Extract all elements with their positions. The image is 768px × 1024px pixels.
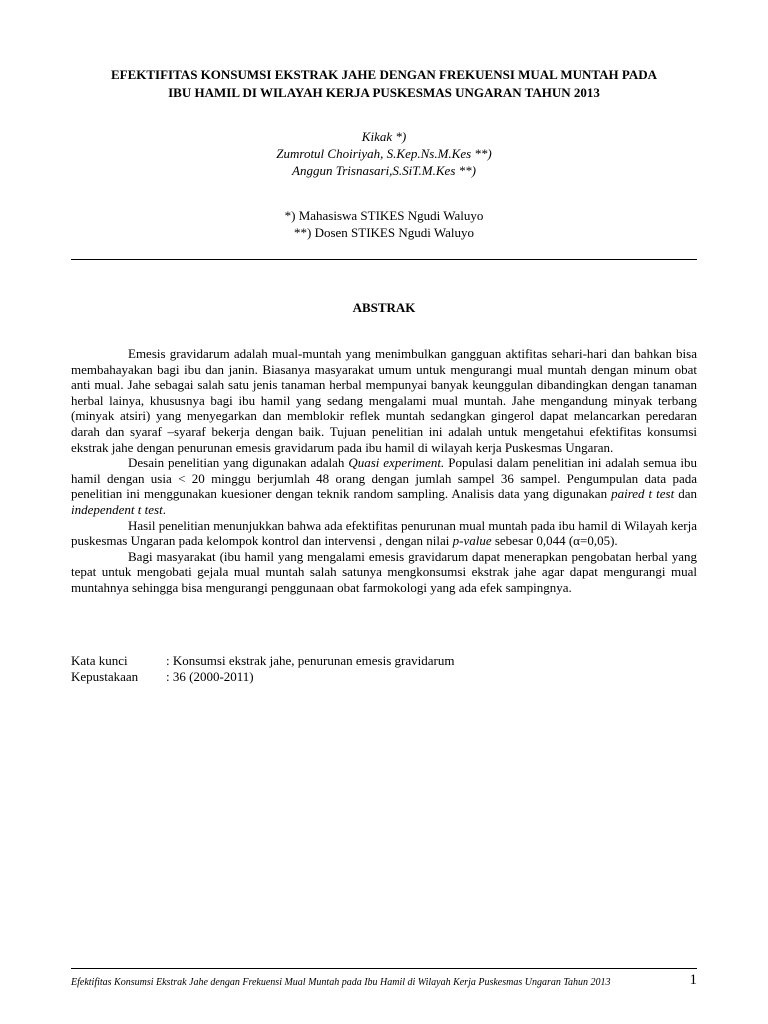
keywords-block [71, 653, 697, 685]
author-list [71, 128, 697, 179]
title-line-1: EFEKTIFITAS KONSUMSI EKSTRAK JAHE DENGAN FREKUENSI MUAL MUNTAH PADA [110, 67, 658, 82]
p3-pvalue-term: p-value [452, 533, 492, 549]
p2-text-g: . [162, 501, 166, 517]
keywords-row [71, 653, 697, 669]
running-footer: Efektifitas Konsumsi Ekstrak Jahe dengan Frekuensi Mual Muntah pada Ibu Hamil di Wilayah Kerja Puskesmas Ungaran Tahun 2013 [71, 977, 611, 988]
paper-title [71, 66, 697, 102]
keywords-label: Kata kunci [71, 653, 128, 668]
affiliation-1: *) Mahasiswa STIKES Ngudi Waluyo [284, 208, 484, 223]
references-label: Kepustakaan [71, 669, 139, 684]
p2-test-1: paired t test [611, 486, 675, 502]
affiliation-list [71, 207, 697, 241]
p2-text-e: dan [674, 486, 698, 502]
abstract-paragraph-3 [71, 518, 697, 549]
abstract-body [71, 346, 697, 596]
p3-text-c: sebesar 0,044 (α=0,05). [491, 533, 618, 549]
paper-page [71, 0, 697, 1024]
abstract-paragraph-2 [71, 455, 697, 517]
footer-divider [71, 968, 697, 969]
author-2: Zumrotul Choiriyah, S.Kep.Ns.M.Kes **) [276, 146, 492, 161]
author-3: Anggun Trisnasari,S.SiT.M.Kes **) [292, 163, 476, 178]
p2-text-c: Populasi dalam penelitian ini adalah semua ibu hamil dengan usia < 20 minggu berjumlah 48 orang dengan jumlah sampel 36 sampel. Pengumpulan data pada penelitian ini menggunakan kuesioner dengan teknik random sampling. Analisis data yang digunakan [71, 455, 698, 502]
page-number: 1 [689, 972, 697, 988]
title-line-2: IBU HAMIL DI WILAYAH KERJA PUSKESMAS UNGARAN TAHUN 2013 [168, 85, 600, 100]
p2-test-2: independent t test [71, 501, 163, 517]
p3-text-a: Hasil penelitian menunjukkan bahwa ada efektifitas penurunan mual muntah pada ibu hamil di Wilayah kerja puskesmas Ungaran pada kelompok kontrol dan intervensi , dengan nilai [71, 517, 697, 549]
affiliation-2: **) Dosen STIKES Ngudi Waluyo [294, 225, 474, 240]
abstract-paragraph-4: Bagi masyarakat (ibu hamil yang mengalami emesis gravidarum dapat menerapkan pengobatan herbal yang tepat untuk mengobati gejala mual muntah salah satunya mengkonsumsi ekstrak jahe agar dapat mengurangi mual muntahnya sehingga bisa mengurangi penggunaan obat farmokologi yang ada efek sampingnya. [71, 548, 697, 595]
p2-text-a: Desain penelitian yang digunakan adalah [128, 455, 349, 471]
author-1: Kikak *) [361, 129, 407, 144]
p2-design-term: Quasi experiment. [348, 455, 445, 471]
references-value: : 36 (2000-2011) [166, 669, 254, 684]
abstract-heading: ABSTRAK [352, 300, 416, 315]
header-divider [71, 259, 697, 260]
references-row [71, 669, 697, 685]
abstract-paragraph-1: Emesis gravidarum adalah mual-muntah yang menimbulkan gangguan aktifitas sehari-hari dan bahkan bisa membahayakan bagi ibu dan janin. Biasanya masyarakat umum untuk mengurangi mual muntah dengan minum obat anti mual. Jahe sebagai salah satu jenis tanaman herbal mempunyai banyak keunggulan dibandingkan dengan tanaman herbal lainya, khususnya bagi ibu hamil yang sedang mengalami mual muntah. Jahe mengandung minyak terbang (minyak atsiri) yang menyegarkan dan memblokir reflek muntah sedangkan gingerol dapat melancarkan peredaran darah dan syaraf –syaraf bekerja dengan baik. Tujuan penelitian ini adalah untuk mengetahui efektifitas konsumsi ekstrak jahe dengan penurunan emesis gravidarum pada ibu hamil di wilayah kerja Puskesmas Ungaran. [71, 346, 697, 455]
keywords-value: : Konsumsi ekstrak jahe, penurunan emesis gravidarum [166, 653, 455, 668]
